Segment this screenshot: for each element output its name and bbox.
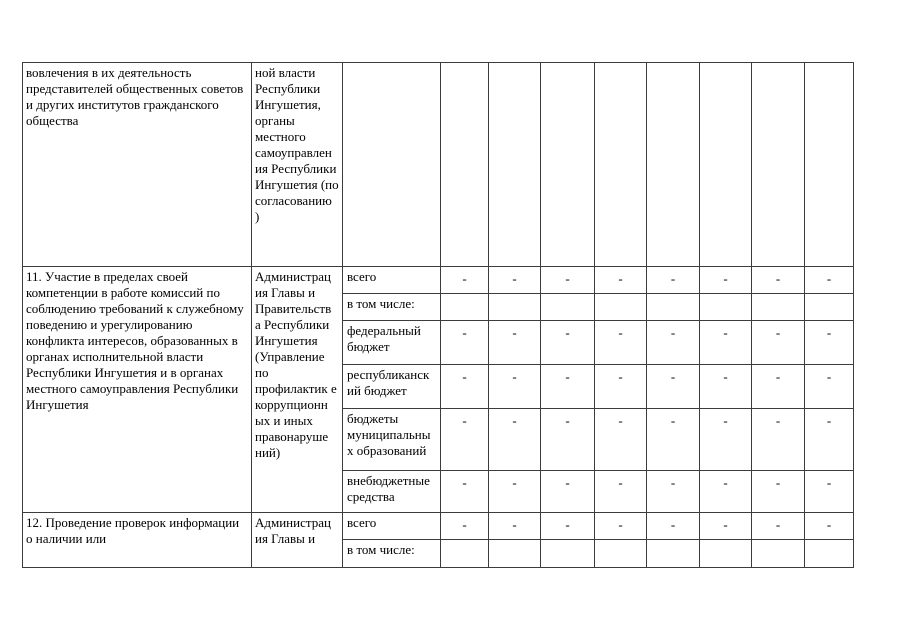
value-dash: - [700,409,752,471]
value-dash: - [489,471,541,513]
value-dash: - [700,513,752,540]
value-dash: - [595,513,647,540]
value-cell [700,294,752,321]
value-dash: - [595,365,647,409]
value-cell [541,63,595,267]
value-cell [595,63,647,267]
value-dash: - [441,365,489,409]
value-cell [700,63,752,267]
executor-cell: ной власти Республики Ингушетия, органы местного самоуправлен ия Республики Ингушетия (по согласованию ) [252,63,343,267]
source-municipal: бюджеты муниципальны х образований [343,409,441,471]
value-cell [752,540,805,568]
value-cell [752,63,805,267]
activity-cell: 12. Проведение проверок информации о наличии или [23,513,252,568]
value-cell [805,63,854,267]
value-dash: - [805,513,854,540]
value-dash: - [595,321,647,365]
value-dash: - [541,365,595,409]
value-cell [441,540,489,568]
table-row [23,513,854,540]
value-dash: - [752,267,805,294]
source-federal: федеральный бюджет [343,321,441,365]
value-dash: - [805,471,854,513]
value-dash: - [647,365,700,409]
value-dash: - [752,409,805,471]
value-dash: - [595,267,647,294]
value-dash: - [541,267,595,294]
value-dash: - [489,267,541,294]
value-dash: - [541,513,595,540]
value-dash: - [441,409,489,471]
value-dash: - [700,267,752,294]
source-including: в том числе: [343,294,441,321]
value-dash: - [752,321,805,365]
source-offbudget: внебюджетные средства [343,471,441,513]
value-dash: - [595,471,647,513]
value-dash: - [541,409,595,471]
value-cell [700,540,752,568]
value-cell [541,540,595,568]
value-dash: - [489,321,541,365]
value-cell [805,294,854,321]
value-dash: - [752,365,805,409]
activity-cell: 11. Участие в пределах своей компетенции в работе комиссий по соблюдению требований к служебному поведению и урегулированию конфликта интересов, образованных в органах исполнительной власти Республики Ингушетия и в органах местного самоуправления Республики Ингушетия [23,267,252,513]
source-republic: республиканск ий бюджет [343,365,441,409]
value-cell [489,294,541,321]
value-dash: - [700,365,752,409]
value-dash: - [647,409,700,471]
value-cell [441,294,489,321]
value-dash: - [647,471,700,513]
value-dash: - [805,321,854,365]
value-cell [441,63,489,267]
value-dash: - [700,471,752,513]
activity-cell: вовлечения в их деятельность представителей общественных советов и других институтов гражданского общества [23,63,252,267]
value-dash: - [441,321,489,365]
value-dash: - [489,409,541,471]
value-dash: - [647,321,700,365]
value-dash: - [647,267,700,294]
value-cell [489,540,541,568]
value-cell [489,63,541,267]
value-cell [752,294,805,321]
value-dash: - [441,267,489,294]
value-dash: - [647,513,700,540]
value-cell [595,294,647,321]
value-cell [647,540,700,568]
source-cell [343,63,441,267]
value-dash: - [441,471,489,513]
value-dash: - [805,409,854,471]
value-dash: - [700,321,752,365]
value-dash: - [805,267,854,294]
source-total: всего [343,513,441,540]
table-row [23,267,854,294]
value-cell [595,540,647,568]
value-dash: - [441,513,489,540]
value-cell [805,540,854,568]
source-total: всего [343,267,441,294]
value-dash: - [805,365,854,409]
executor-cell: Администрац ия Главы и Правительств а Республики Ингушетия (Управление по профилактик е коррупционн ых и иных правонаруше ний) [252,267,343,513]
value-dash: - [752,471,805,513]
value-dash: - [489,513,541,540]
executor-cell: Администрац ия Главы и [252,513,343,568]
value-dash: - [595,409,647,471]
program-table [22,62,854,568]
value-dash: - [541,321,595,365]
value-dash: - [489,365,541,409]
value-cell [541,294,595,321]
source-including: в том числе: [343,540,441,568]
value-cell [647,63,700,267]
value-dash: - [752,513,805,540]
value-dash: - [541,471,595,513]
value-cell [647,294,700,321]
table-row [23,63,854,267]
